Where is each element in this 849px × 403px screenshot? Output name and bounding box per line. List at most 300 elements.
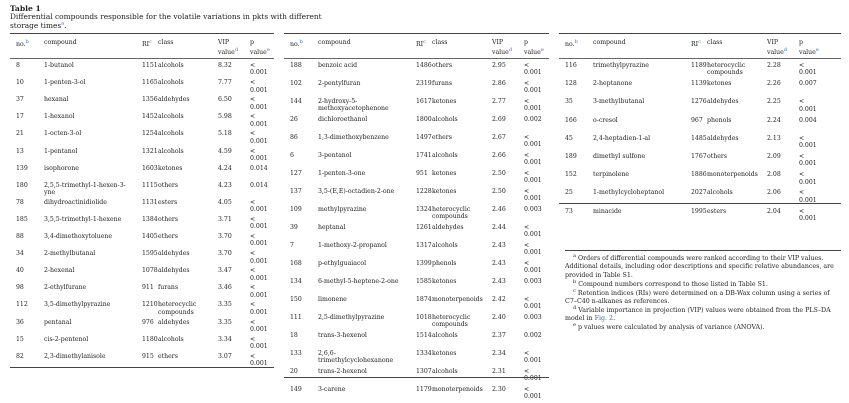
cell-p-value: < 0.001: [250, 233, 268, 248]
header-vip-l2: value: [218, 48, 235, 56]
cell-no: 127: [290, 170, 302, 177]
cell-class: alcohols: [158, 147, 184, 155]
cell-class: furans: [158, 284, 179, 292]
cell-vip: 3.35: [218, 318, 232, 326]
cell-class: aldehydes: [158, 96, 190, 104]
table-panel-3: [559, 33, 841, 222]
cell-class: aldehydes: [158, 250, 190, 258]
cell-compound: trimethylpyrazine: [593, 62, 649, 69]
header-ri-sup[interactable]: c: [149, 39, 152, 45]
cell-vip: 3.46: [218, 284, 232, 292]
cell-no: 15: [16, 335, 24, 343]
cell-compound: 1-methylcycloheptanol: [593, 189, 665, 197]
cell-no: 7: [290, 242, 294, 249]
cell-ri: 1399: [416, 260, 432, 267]
cell-p-value: < 0.001: [524, 170, 542, 185]
cell-compound: methylpyrazine: [318, 206, 367, 213]
header-p-l1: p: [799, 39, 803, 46]
cell-compound: isophorone: [44, 164, 79, 172]
cell-ri: 1165: [142, 79, 158, 87]
cell-ri: 1767: [691, 153, 707, 160]
cell-class: phenols: [432, 260, 457, 267]
header-vip-l2: value: [767, 48, 784, 56]
cell-compound: heptanal: [318, 224, 346, 231]
table-footnotes: [565, 250, 841, 333]
cell-vip: 2.24: [767, 116, 781, 124]
cell-compound: 2-hydroxy-5-methoxyacetophenone: [318, 98, 389, 113]
cell-class: alcohols: [432, 332, 458, 339]
cell-compound: trans-2-hexenol: [318, 368, 367, 375]
cell-class: alcohols: [158, 113, 184, 121]
header-compound-text: compound: [593, 39, 626, 46]
cell-p-value: 0.003: [524, 278, 542, 285]
cell-vip: 4.59: [218, 147, 232, 155]
cell-p-value: < 0.001: [524, 80, 542, 95]
cell-p-value: < 0.001: [799, 134, 817, 150]
header-p-l1: p: [250, 39, 254, 46]
cell-class: others: [158, 215, 178, 223]
cell-compound: dihydroactinidiolide: [44, 198, 107, 206]
cell-vip: 2.40: [492, 314, 506, 321]
cell-class: alcohols: [432, 368, 458, 375]
cell-no: 149: [290, 386, 302, 393]
cell-p-value: < 0.001: [799, 207, 817, 222]
header-vip-sup[interactable]: d: [783, 46, 788, 53]
cell-p-value: < 0.001: [524, 296, 542, 311]
cell-no: 88: [16, 233, 24, 240]
cell-vip: 2.25: [767, 98, 781, 106]
cell-class: heterocyclic compounds: [432, 206, 471, 221]
cell-vip: 2.08: [767, 171, 781, 179]
header-vip: [492, 39, 512, 56]
cell-class: ketones: [432, 278, 457, 285]
cell-vip: 4.23: [218, 181, 232, 189]
cell-compound: 2-ethylfurane: [44, 284, 87, 292]
cell-p-value: < 0.001: [250, 318, 268, 333]
footnote-e: $^e$ p values were calculated by analysis of variance (ANOVA).: [573, 322, 765, 332]
cell-class: alcohols: [432, 152, 458, 159]
cell-no: 86: [290, 134, 298, 141]
cell-vip: 5.98: [218, 113, 232, 121]
cell-vip: 7.77: [218, 79, 232, 87]
cell-p-value: < 0.001: [250, 62, 268, 77]
cell-no: 98: [16, 284, 24, 292]
cell-class: aldehydes: [707, 134, 739, 142]
cell-vip: 6.50: [218, 96, 232, 104]
cell-ri: 967: [691, 116, 703, 124]
cell-vip: 2.69: [492, 116, 506, 123]
cell-compound: 3-pentanol: [318, 152, 352, 159]
cell-ri: 1595: [142, 250, 158, 258]
cell-vip: 2.13: [767, 134, 781, 142]
cell-no: 34: [16, 250, 24, 258]
cell-class: heterocyclic compounds: [432, 314, 471, 329]
cell-ri: 976: [142, 318, 154, 326]
cell-ri: 1334: [416, 350, 432, 357]
cell-class: ethers: [158, 233, 178, 240]
cell-class: alcohols: [432, 116, 458, 123]
cell-p-value: < 0.001: [250, 301, 268, 316]
cell-p-value: < 0.001: [524, 188, 542, 203]
cell-vip: 2.04: [767, 207, 781, 215]
cell-class: ethers: [432, 134, 452, 141]
header-compound: [44, 39, 132, 47]
header-no-sup[interactable]: b: [299, 39, 303, 45]
cell-compound: 2,3-dimethylanisole: [44, 352, 106, 360]
cell-p-value: 0.002: [524, 116, 542, 123]
header-class-text: class: [158, 39, 174, 46]
header-p-l2: value: [524, 48, 541, 56]
cell-compound: pentanal: [44, 318, 72, 326]
header-class: [158, 39, 222, 47]
header-p: [250, 39, 272, 56]
header-vip-sup[interactable]: d: [234, 46, 239, 53]
header-p-l2: value: [250, 48, 267, 56]
cell-class: monoterpenoids: [432, 296, 483, 303]
cell-no: 111: [290, 314, 302, 321]
cell-ri: 1210: [142, 301, 158, 309]
cell-ri: 1874: [416, 296, 432, 303]
cell-class: heterocyclic compounds: [158, 301, 197, 316]
cell-p-value: < 0.001: [250, 79, 268, 94]
cell-compound: 1-penten-3-ol: [44, 79, 86, 87]
cell-compound: 2,6,6-trimethylcyclohexanone: [318, 350, 394, 365]
cell-class: esters: [707, 207, 727, 215]
cell-no: 37: [16, 96, 24, 104]
cell-ri: 1356: [142, 96, 158, 104]
cell-vip: 2.50: [492, 170, 506, 177]
cell-ri: 1486: [416, 62, 432, 69]
cell-ri: 1261: [416, 224, 432, 231]
cell-ri: 1317: [416, 242, 432, 249]
cell-compound: 2,4-heptadien-1-al: [593, 134, 651, 142]
cell-ri: 1497: [416, 134, 432, 141]
cell-ri: 915: [142, 352, 154, 360]
cell-class: alcohols: [707, 189, 733, 197]
cell-vip: 2.28: [767, 62, 781, 69]
cell-p-value: < 0.001: [524, 134, 542, 149]
cell-p-value: < 0.001: [524, 98, 542, 113]
caption-text: Differential compounds responsible for the volatile variations in pkts with different storage times: [10, 12, 322, 30]
cell-compound: limonene: [318, 296, 347, 303]
table-header-row: [10, 34, 274, 59]
cell-compound: 2-pentylfuran: [318, 80, 361, 87]
cell-p-value: < 0.001: [799, 153, 817, 168]
cell-no: 144: [290, 98, 302, 105]
cell-ri: 1514: [416, 332, 432, 339]
header-ri-text: RI: [691, 41, 699, 49]
cell-no: 8: [16, 62, 20, 69]
cell-compound: 1-octen-3-ol: [44, 130, 82, 138]
footnote-d: $^d$ Variable importance in projection (VIP) values were obtained from the PLS–DA model in Fig. 2.: [565, 304, 831, 323]
cell-ri: 1321: [142, 147, 158, 155]
cell-compound: 2-methylbutanal: [44, 250, 96, 258]
cell-vip: 2.66: [492, 152, 506, 159]
cell-class: furans: [432, 80, 453, 87]
cell-ri: 2319: [416, 80, 432, 87]
table-bottom-rule: [284, 377, 549, 378]
cell-ri: 1276: [691, 98, 707, 106]
cell-ri: 1179: [416, 386, 432, 393]
table-caption: [10, 13, 330, 30]
figure-link[interactable]: Fig. 2: [594, 315, 614, 323]
cell-compound: 3,4-dimethoxytoluene: [44, 233, 113, 240]
cell-no: 82: [16, 352, 24, 360]
cell-class: aldehydes: [158, 267, 190, 275]
cell-vip: 3.70: [218, 233, 232, 240]
cell-class: ketones: [432, 350, 457, 357]
cell-vip: 2.46: [492, 206, 506, 213]
cell-class: monoterpenoids: [707, 171, 758, 179]
cell-ri: 1585: [416, 278, 432, 285]
header-ri-text: RI: [416, 41, 424, 49]
cell-ri: 1405: [142, 233, 158, 240]
footnote-b: $^b$ Compound numbers correspond to those listed in Table S1.: [573, 278, 768, 288]
cell-no: 10: [16, 79, 24, 87]
cell-vip: 3.34: [218, 335, 232, 343]
cell-class: alcohols: [432, 242, 458, 249]
header-vip-l1: VIP: [218, 39, 230, 46]
cell-no: 185: [16, 215, 28, 223]
cell-class: ketones: [707, 80, 732, 88]
cell-p-value: < 0.001: [799, 98, 817, 113]
cell-p-value: < 0.001: [250, 147, 268, 162]
cell-no: 112: [16, 301, 28, 309]
header-vip-l2: value: [492, 48, 509, 56]
cell-vip: 5.18: [218, 130, 232, 138]
table-header-row: [559, 34, 841, 59]
header-no: [565, 39, 578, 49]
header-compound: [593, 39, 681, 47]
cell-vip: 2.67: [492, 134, 506, 141]
header-no: [16, 39, 29, 49]
cell-vip: 8.32: [218, 62, 232, 69]
header-vip-l1: VIP: [492, 39, 504, 46]
header-no-text: no.: [16, 41, 26, 49]
cell-vip: 2.26: [767, 80, 781, 88]
cell-class: ethers: [158, 352, 178, 360]
header-no-sup[interactable]: b: [574, 39, 578, 45]
cell-vip: 2.86: [492, 80, 506, 87]
cell-p-value: < 0.001: [250, 96, 268, 111]
cell-ri: 911: [142, 284, 154, 292]
cell-p-value: 0.007: [799, 80, 817, 88]
cell-no: 168: [290, 260, 302, 267]
cell-p-value: < 0.001: [250, 352, 268, 368]
cell-no: 26: [290, 116, 298, 123]
footnote-c: $^c$ Retention indices (RIs) were determined on a DB-Wax column using a series of C7–C40 n-alkanes as references.: [565, 287, 830, 306]
table-title-block: [10, 4, 330, 30]
cell-ri: 1452: [142, 113, 158, 121]
header-p-sup[interactable]: e: [266, 46, 270, 53]
cell-compound: 2,5,5-trimethyl-1-hexen-3-yne: [44, 181, 126, 197]
cell-no: 152: [565, 171, 577, 179]
cell-vip: 2.77: [492, 98, 506, 105]
cell-p-value: 0.014: [250, 164, 268, 172]
cell-no: 45: [565, 134, 573, 142]
cell-compound: 1,3-dimethoxybenzene: [318, 134, 389, 141]
cell-class: aldehydes: [432, 224, 464, 231]
cell-class: alcohols: [158, 130, 184, 138]
cell-vip: 3.47: [218, 267, 232, 275]
cell-vip: 3.07: [218, 352, 232, 360]
cell-p-value: 0.003: [524, 206, 542, 213]
cell-vip: 3.71: [218, 215, 232, 223]
cell-no: 21: [16, 130, 24, 138]
cell-ri: 1115: [142, 181, 158, 189]
cell-p-value: < 0.001: [799, 171, 817, 186]
header-p: [524, 39, 546, 56]
cell-class: alcohols: [158, 79, 184, 87]
cell-vip: 2.06: [767, 189, 781, 197]
header-vip-l1: VIP: [767, 39, 779, 46]
cell-compound: 3-methylbutanal: [593, 98, 645, 106]
cell-p-value: < 0.001: [250, 250, 268, 265]
caption-footnote-link[interactable]: a: [61, 20, 65, 27]
header-p-sup[interactable]: e: [540, 46, 544, 53]
cell-ri: 1078: [142, 267, 158, 275]
cell-vip: 3.35: [218, 301, 232, 309]
header-p-l1: p: [524, 39, 528, 46]
footnote-a: $^a$ Orders of differential compounds were ranked according to their VIP values. Additional details, including odor descriptions and specific relative abundances, are provided in Table S1.: [565, 252, 834, 279]
cell-class: others: [432, 62, 452, 69]
cell-vip: 2.34: [492, 350, 506, 357]
cell-vip: 2.44: [492, 224, 506, 231]
cell-class: ketones: [158, 164, 183, 172]
cell-p-value: < 0.001: [524, 242, 542, 257]
cell-p-value: < 0.001: [250, 198, 268, 214]
header-class-text: class: [432, 39, 448, 46]
cell-no: 139: [16, 164, 28, 172]
cell-class: ketones: [432, 170, 457, 177]
cell-p-value: < 0.001: [250, 130, 268, 145]
cell-compound: terpinolene: [593, 171, 630, 179]
cell-no: 40: [16, 267, 24, 275]
header-p-l2: value: [799, 48, 816, 56]
cell-ri: 1617: [416, 98, 432, 105]
cell-ri: 1603: [142, 164, 158, 172]
cell-ri: 1741: [416, 152, 432, 159]
cell-p-value: < 0.001: [250, 215, 268, 231]
cell-ri: 1324: [416, 206, 432, 213]
table-header-row: [284, 34, 549, 59]
cell-ri: 1254: [142, 130, 158, 138]
cell-class: ketones: [432, 98, 457, 105]
header-ri-sup[interactable]: c: [698, 39, 701, 45]
header-vip: [218, 39, 238, 56]
header-no: [290, 39, 303, 49]
cell-compound: benzoic acid: [318, 62, 358, 69]
cell-ri: 1131: [142, 198, 158, 206]
cell-ri: 1151: [142, 62, 158, 69]
header-no-sup[interactable]: b: [25, 39, 29, 45]
cell-class: others: [158, 181, 178, 189]
cell-p-value: < 0.001: [524, 152, 542, 167]
header-ri-text: RI: [142, 41, 150, 49]
header-p-sup[interactable]: e: [815, 46, 819, 53]
cell-p-value: < 0.001: [524, 350, 542, 365]
cell-compound: 2-heptanone: [593, 80, 633, 88]
cell-no: 25: [565, 189, 573, 197]
cell-vip: 2.30: [492, 386, 506, 393]
cell-no: 20: [290, 368, 298, 375]
cell-ri: 1995: [691, 207, 707, 215]
cell-vip: 4.05: [218, 198, 232, 206]
cell-compound: 1-hexanol: [44, 113, 75, 121]
cell-vip: 2.09: [767, 153, 781, 160]
cell-class: monoterpenoids: [432, 386, 483, 393]
table-bottom-rule: [10, 367, 274, 368]
cell-ri: 1485: [691, 134, 707, 142]
cell-ri: 1384: [142, 215, 158, 223]
cell-compound: trans-3-hexenol: [318, 332, 367, 339]
cell-no: 166: [565, 116, 577, 124]
cell-vip: 2.43: [492, 278, 506, 285]
header-ri: [691, 39, 701, 49]
cell-vip: 2.95: [492, 62, 506, 69]
header-ri-sup[interactable]: c: [423, 39, 426, 45]
cell-compound: cis-2-pentenol: [44, 335, 89, 343]
cell-vip: 2.50: [492, 188, 506, 195]
header-no-text: no.: [565, 41, 575, 49]
cell-no: 180: [16, 181, 28, 189]
caption-end: .: [64, 20, 67, 30]
header-p: [799, 39, 821, 56]
cell-no: 133: [290, 350, 302, 357]
cell-compound: o-cresol: [593, 116, 618, 124]
cell-compound: 1-pentanol: [44, 147, 78, 155]
cell-ri: 1307: [416, 368, 432, 375]
header-ri: [142, 39, 152, 49]
cell-p-value: < 0.001: [250, 113, 268, 128]
cell-p-value: < 0.001: [524, 224, 542, 239]
cell-no: 39: [290, 224, 298, 231]
cell-compound: 1-methoxy-2-propanol: [318, 242, 387, 249]
cell-compound: minacide: [593, 207, 622, 215]
cell-class: ketones: [432, 188, 457, 195]
cell-class: aldehydes: [158, 318, 190, 326]
header-compound-text: compound: [318, 39, 351, 46]
cell-compound: 3,5-dimethylpyrazine: [44, 301, 111, 309]
cell-p-value: < 0.001: [250, 267, 268, 282]
cell-vip: 2.43: [492, 260, 506, 267]
cell-no: 73: [565, 207, 573, 215]
cell-no: 102: [290, 80, 302, 87]
cell-ri: 1139: [691, 80, 707, 88]
cell-no: 18: [290, 332, 298, 339]
cell-p-value: 0.004: [799, 116, 817, 124]
header-no-text: no.: [290, 41, 300, 49]
cell-no: 17: [16, 113, 24, 121]
cell-vip: 2.43: [492, 242, 506, 249]
cell-class: alcohols: [158, 62, 184, 69]
cell-p-value: < 0.001: [799, 62, 817, 77]
cell-no: 35: [565, 98, 573, 106]
table-bottom-rule: [559, 203, 841, 204]
cell-compound: 3,5,5-trimethyl-1-hexene: [44, 215, 122, 223]
cell-class: alcohols: [158, 335, 184, 343]
cell-compound: 1-butanol: [44, 62, 74, 69]
cell-no: 116: [565, 62, 577, 69]
header-vip-sup[interactable]: d: [508, 46, 513, 53]
cell-vip: 2.42: [492, 296, 506, 303]
cell-ri: 2027: [691, 189, 707, 197]
cell-compound: dimethyl sulfone: [593, 153, 646, 160]
cell-no: 189: [565, 153, 577, 160]
cell-no: 188: [290, 62, 302, 69]
header-vip: [767, 39, 787, 56]
cell-vip: 3.70: [218, 250, 232, 258]
